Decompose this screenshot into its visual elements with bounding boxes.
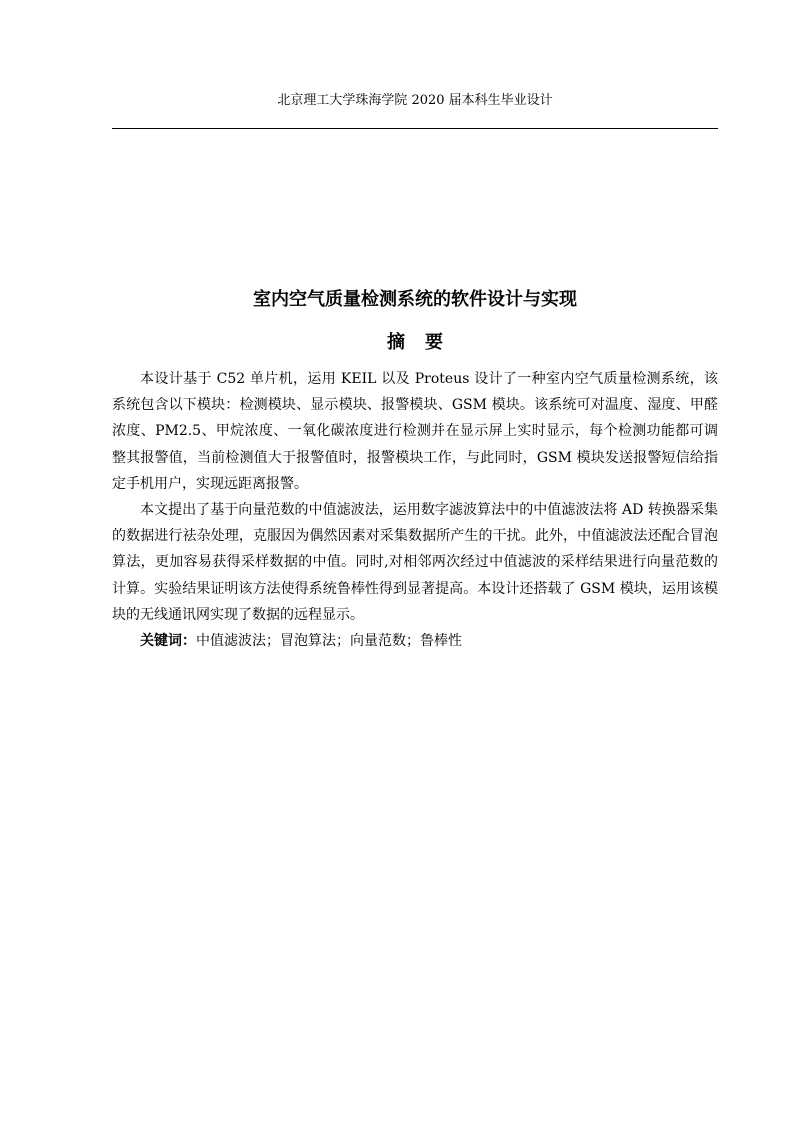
abstract-paragraph-1: 本设计基于 C52 单片机，运用 KEIL 以及 Proteus 设计了一种室内空气质量检测系统，该系统包含以下模块：检测模块、显示模块、报警模块、GSM 模块。该系统可对温度、湿度、甲醛浓度、PM2.5、甲烷浓度、一氧化碳浓度进行检测并在显示屏上实时显示，每个检测功能都可调整其报警值，当前检测值大于报警值时，报警模块工作，与此同时，GSM 模块发送报警短信给指定手机用户，实现远距离报警。 — [112, 371, 718, 492]
page-header: 北京理工大学珠海学院 2020 届本科生毕业设计 — [277, 93, 553, 108]
header-divider — [112, 128, 718, 129]
keywords-label: 关键词： — [140, 633, 196, 650]
keywords-line — [112, 628, 718, 654]
abstract-paragraph-2: 本文提出了基于向量范数的中值滤波法，运用数字滤波算法中的中值滤波法将 AD 转换器采集的数据进行祛杂处理，克服因为偶然因素对采集数据所产生的干扰。此外，中值滤波法还配合冒泡算法，更加容易获得采样数据的中值。同时,对相邻两次经过中值滤波的采样结果进行向量范数的计算。实验结果证明该方法使得系统鲁棒性得到显著提高。本设计还搭载了 GSM 模块，运用该模块的无线通讯网实现了数据的远程显示。 — [112, 502, 718, 623]
abstract-body — [112, 366, 718, 654]
document-title: 室内空气质量检测系统的软件设计与实现 — [253, 289, 577, 310]
keywords-list: 中值滤波法；冒泡算法；向量范数；鲁棒性 — [196, 633, 462, 650]
abstract-heading: 摘要 — [387, 332, 463, 353]
